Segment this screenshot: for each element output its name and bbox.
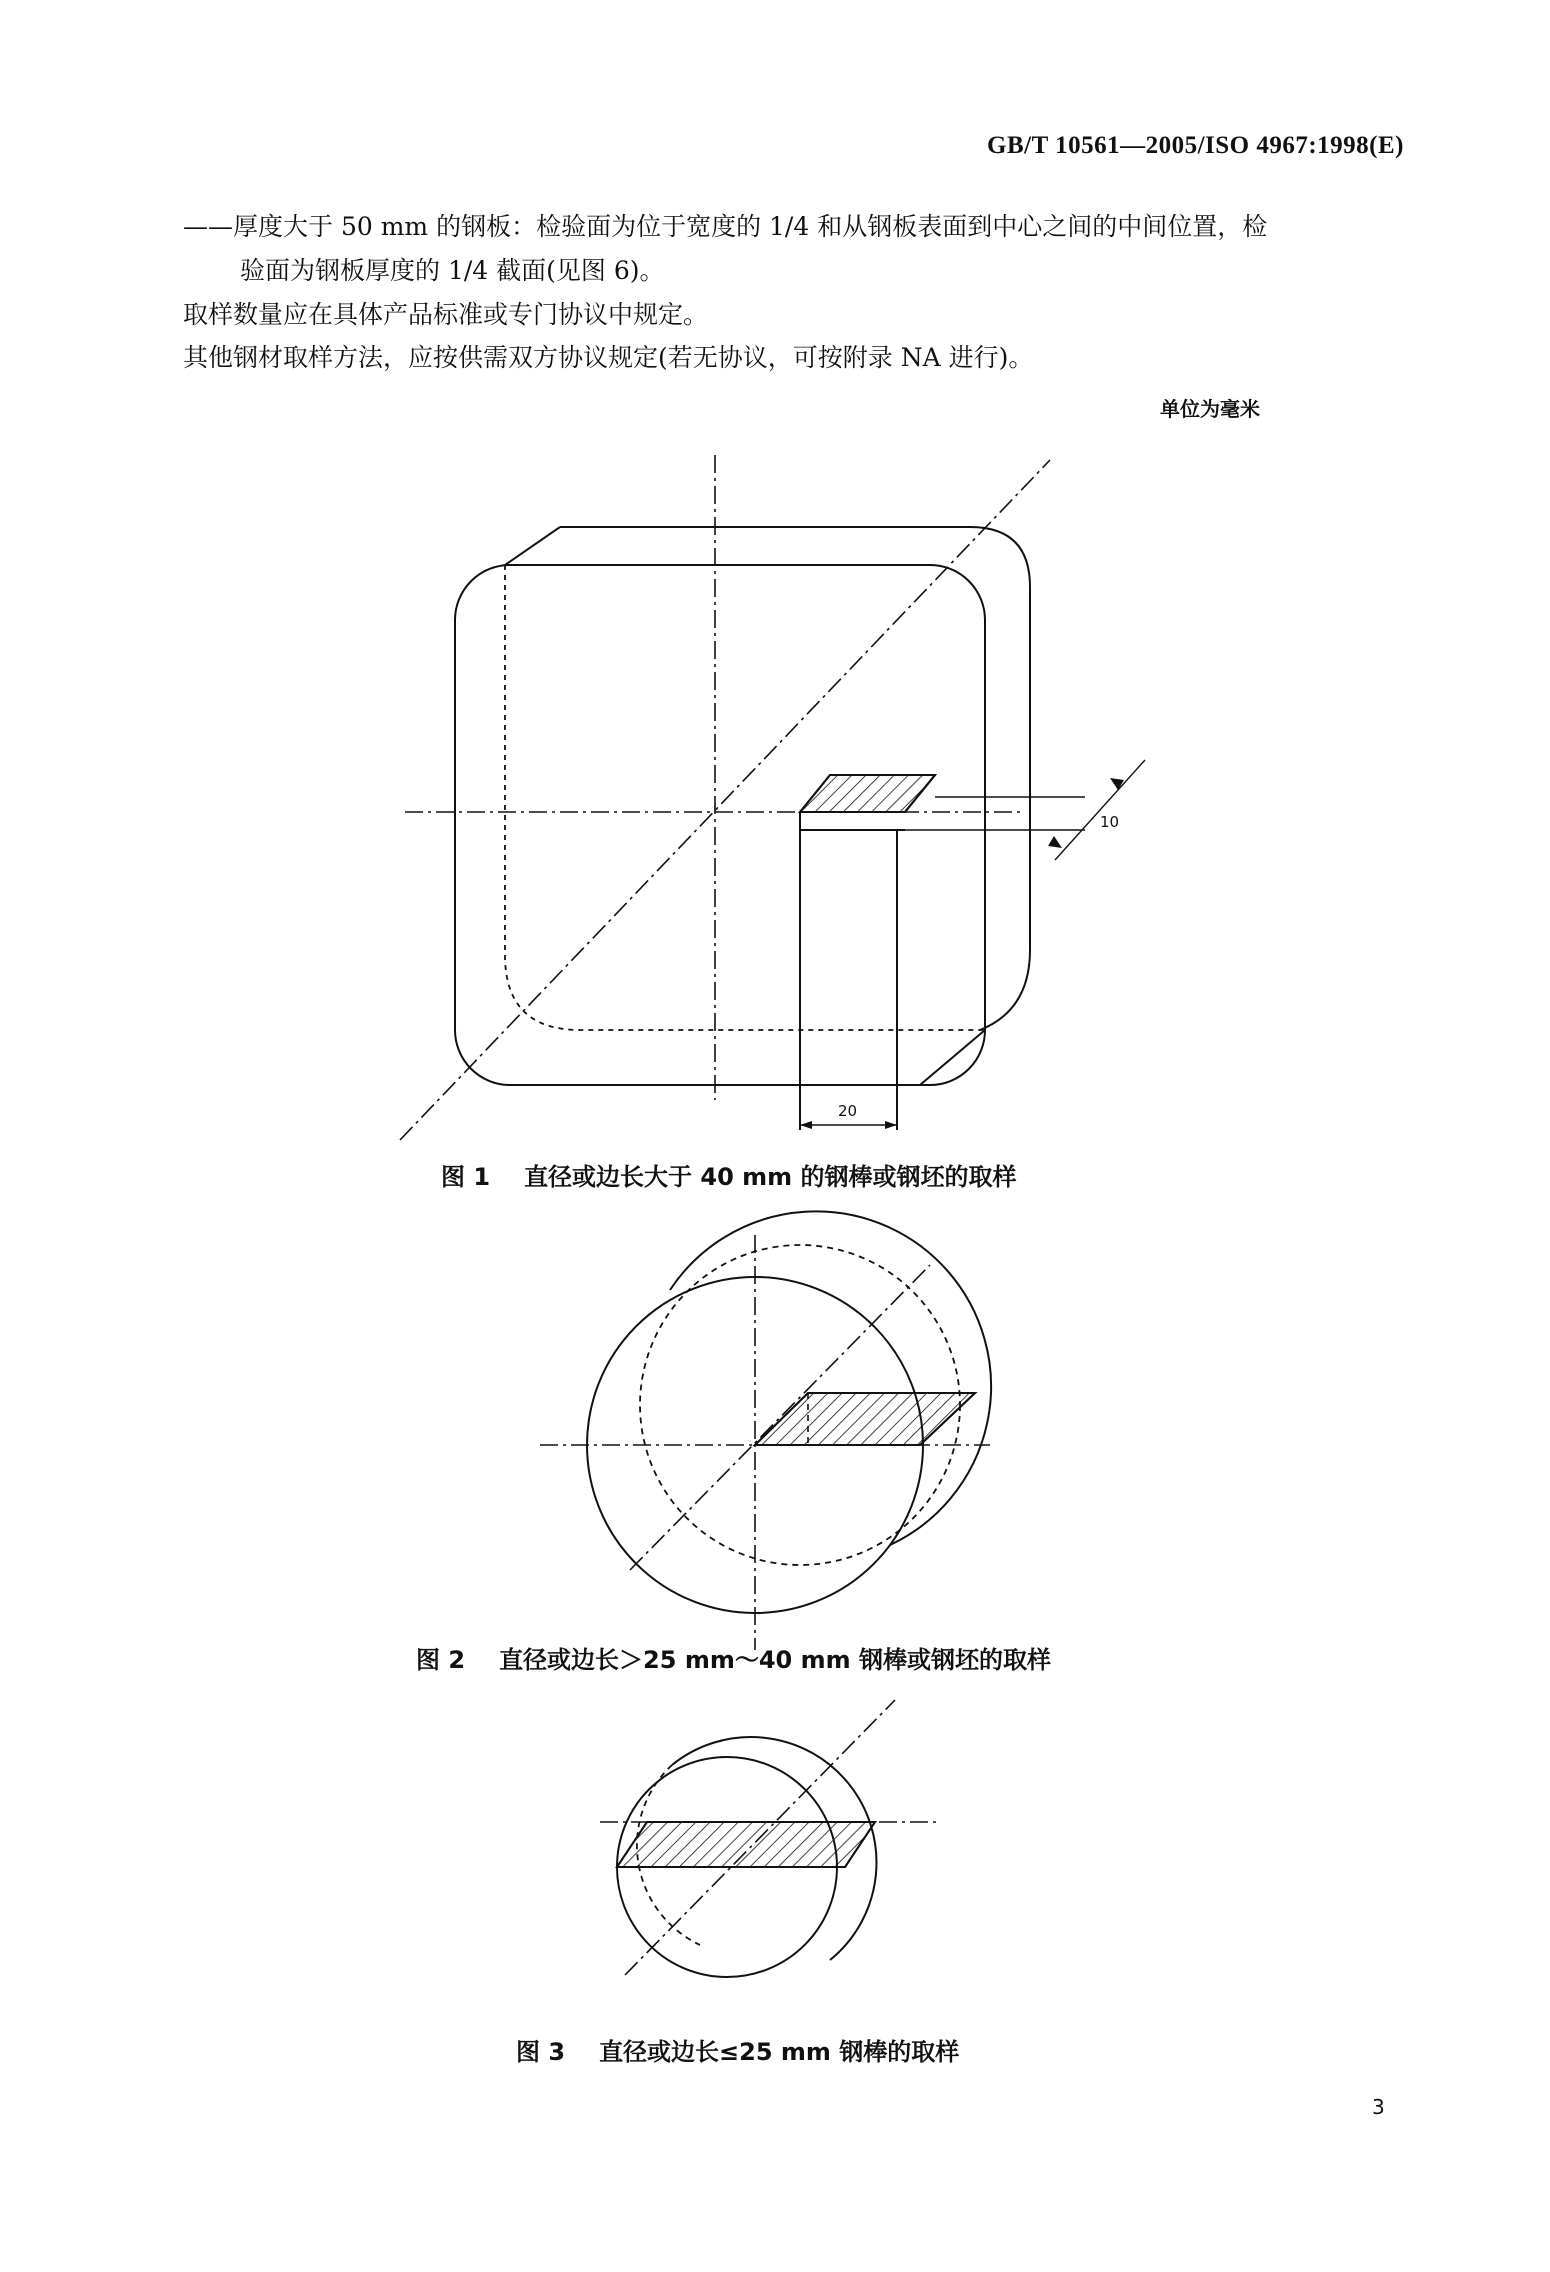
fig1-dim20-arrow-2 [885, 1121, 897, 1129]
figure-1-caption-text: 直径或边长大于 40 mm 的钢棒或钢坯的取样 [524, 1163, 1017, 1191]
body-line-2: 验面为钢板厚度的 1/4 截面(见图 6)。 [240, 256, 665, 285]
fig1-front-face [455, 565, 985, 1085]
figure-2-caption-text: 直径或边长＞25 mm～40 mm 钢棒或钢坯的取样 [499, 1646, 1051, 1674]
fig1-dim-width-label: 20 [838, 1102, 858, 1120]
body-line-1: ——厚度大于 50 mm 的钢板：检验面为位于宽度的 1/4 和从钢板表面到中心之间的中间位置，检 [183, 212, 1268, 241]
figure-2-drawing [540, 1211, 991, 1650]
standard-header: GB/T 10561—2005/ISO 4967:1998(E) [987, 132, 1404, 159]
fig1-dim20-arrow-1 [800, 1121, 812, 1129]
figure-1-drawing [400, 455, 1145, 1140]
figure-3-number: 图 3 [516, 2038, 566, 2066]
figure-3-drawing [600, 1700, 940, 1977]
fig1-edge-top-left [505, 527, 560, 565]
figure-2-number: 图 2 [416, 1646, 466, 1674]
fig1-dim10-line [1055, 760, 1145, 860]
fig1-dim-thickness-label: 10 [1100, 813, 1120, 831]
figure-3-caption [516, 2032, 959, 2067]
figure-1-caption [441, 1157, 1017, 1192]
figure-2-caption [416, 1640, 1051, 1675]
fig1-specimen-hatch [800, 775, 935, 812]
fig1-dim10-arrow-2 [1048, 836, 1062, 848]
fig1-edge-bottom-right [920, 1030, 985, 1085]
page-number: 3 [1372, 2095, 1385, 2119]
fig2-specimen-hatch [755, 1393, 975, 1445]
fig1-back-face [560, 527, 1030, 1030]
unit-note: 单位为毫米 [1160, 397, 1260, 421]
body-line-4: 其他钢材取样方法，应按供需双方协议规定(若无协议，可按附录 NA 进行)。 [183, 343, 1034, 372]
fig3-specimen-hatch [617, 1822, 875, 1867]
figure-1-number: 图 1 [441, 1163, 491, 1191]
body-line-3: 取样数量应在具体产品标准或专门协议中规定。 [183, 300, 709, 329]
figure-3-caption-text: 直径或边长≤25 mm 钢棒的取样 [599, 2038, 960, 2066]
fig2-back-arc [670, 1211, 991, 1545]
fig1-diagonal-centerline [400, 460, 1050, 1140]
fig1-dim10-arrow-1 [1110, 778, 1124, 790]
